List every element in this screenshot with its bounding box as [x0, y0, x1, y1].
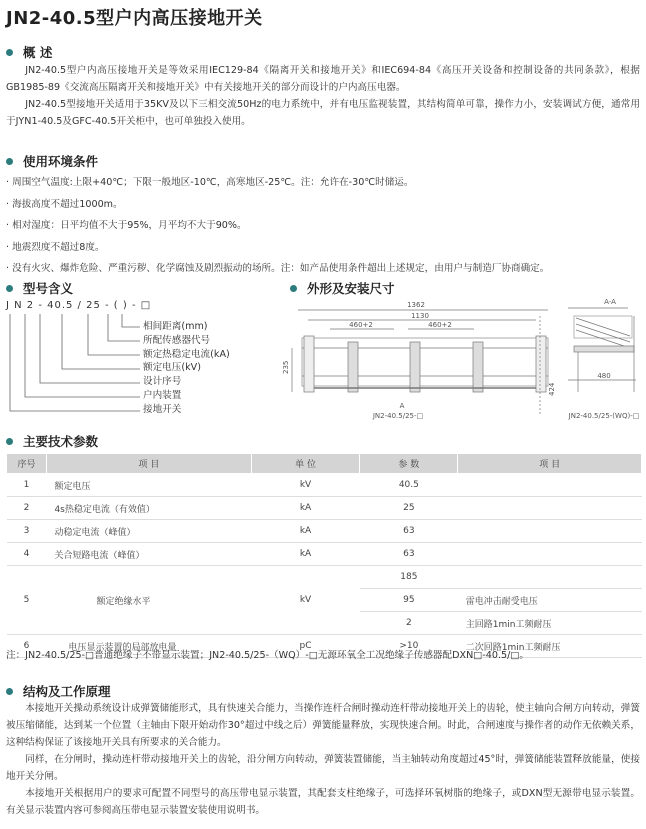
cell-unit: kV — [251, 474, 360, 497]
section-heading-drawing: 外形及安装尺寸 — [290, 279, 395, 297]
column-header: 参 数 — [360, 454, 458, 474]
list-item: · 周围空气温度:上限+40℃；下限一般地区-10℃，高寒地区-25℃。注：允许在-30℃时储运。 — [6, 177, 414, 188]
caption-left: JN2-40.5/25-□ — [372, 412, 424, 420]
table-row — [7, 566, 642, 589]
structure-paragraph: 同样，在分闸时，操动连杆带动接地开关上的齿轮，沿分闸方向转动，弹簧装置储能，当主轴转动角度超过45°时，弹簧储能装置释放能量，使接地开关分闸。 — [6, 754, 640, 782]
section-heading-structure: 结构及工作原理 — [6, 682, 111, 700]
cell-value: 2 — [360, 612, 458, 635]
column-header: 项 目 — [458, 454, 642, 474]
cell-no: 2 — [7, 497, 47, 520]
cell-item: 关合短路电流（峰值） — [46, 543, 251, 566]
cell-extra — [458, 543, 642, 566]
cell-value: 95 — [360, 589, 458, 612]
section-label: A-A — [604, 298, 616, 306]
list-item: · 相对湿度：日平均值不大于95%，月平均不大于90%。 — [6, 220, 247, 231]
cell-no: 4 — [7, 543, 47, 566]
cell-extra: 主回路1min工频耐压 — [458, 612, 642, 635]
table-note: 注：JN2-40.5/25-□普通绝缘子不带显示装置；JN2-40.5/25-（WQ）-□无源环氧全工况绝缘子传感器配DXN□-40.5/□。 — [6, 650, 530, 661]
structure-paragraph: 本接地开关操动系统设计成弹簧储能形式，具有快速关合能力，当操作连杆合闸时操动连杆带动接地开关上的齿轮，使主轴向合闸方向转动，弹簧被压缩储能，达到某一个位置（主轴由下限开始动作30°超过中线之后）弹簧能量释放，实现快速合闸。时此，合闸速度与操作者的动作无依赖关系，这种结构保证了该接地开关具有所要求的关合能力。 — [6, 703, 640, 748]
table-row — [7, 474, 642, 497]
page-title: JN2-40.5型户内高压接地开关 — [6, 8, 263, 29]
cell-value: 40.5 — [360, 474, 458, 497]
cell-value: 63 — [360, 543, 458, 566]
table-row — [7, 543, 642, 566]
cell-value: 185 — [360, 566, 458, 589]
cell-item: 动稳定电流（峰值） — [46, 520, 251, 543]
model-code: J N 2 - 40.5 / 25 - ( ) - □ — [6, 300, 152, 311]
cell-no: 3 — [7, 520, 47, 543]
dim-total: 1362 — [407, 301, 425, 309]
cell-unit: kA — [251, 520, 360, 543]
cell-no: 6 — [7, 635, 47, 658]
cell-extra — [458, 497, 642, 520]
table-row — [7, 497, 642, 520]
cell-extra: 雷电冲击耐受电压 — [458, 589, 642, 612]
bullet-dot-icon — [6, 158, 13, 165]
bullet-dot-icon — [6, 285, 13, 292]
cell-extra — [458, 474, 642, 497]
section-heading-params: 主要技术参数 — [6, 432, 98, 450]
bullet-dot-icon — [290, 285, 297, 292]
model-label: 设计序号 — [143, 376, 182, 388]
cell-extra — [458, 520, 642, 543]
dim-height-right: 424 — [548, 382, 556, 396]
cell-unit: kA — [251, 497, 360, 520]
column-header: 项 目 — [46, 454, 251, 474]
model-label: 额定电压(kV) — [143, 362, 201, 374]
model-label: 接地开关 — [143, 403, 182, 415]
environment-list — [6, 172, 642, 280]
model-label: 户内装置 — [143, 389, 182, 401]
column-header: 单 位 — [251, 454, 360, 474]
outline-drawing — [278, 296, 644, 426]
caption-right: JN2-40.5/25-(WQ)-□ — [568, 412, 640, 420]
section-heading-overview: 概 述 — [6, 43, 52, 61]
cell-item: 电压显示装置的局部放电量 — [46, 635, 251, 658]
model-leader-lines — [0, 300, 150, 420]
dim-depth: 480 — [597, 372, 611, 380]
cell-value: 63 — [360, 520, 458, 543]
model-label: 所配传感器代号 — [143, 334, 211, 346]
spec-table — [6, 453, 642, 658]
section-heading-environment: 使用环境条件 — [6, 152, 98, 170]
bullet-dot-icon — [6, 688, 13, 695]
cell-item: 4s热稳定电流（有效值） — [46, 497, 251, 520]
cell-unit: kA — [251, 543, 360, 566]
cell-extra: 二次回路1min工频耐压 — [458, 635, 642, 658]
cell-unit: kV — [251, 566, 360, 635]
cell-value: >10 — [360, 635, 458, 658]
cell-item: 额定电压 — [46, 474, 251, 497]
model-labels — [143, 320, 230, 417]
cell-no: 1 — [7, 474, 47, 497]
dim-height-left: 235 — [282, 360, 290, 374]
model-label: 额定热稳定电流(kA) — [143, 348, 230, 360]
table-header-row — [7, 454, 642, 474]
list-item: · 海拔高度不超过1000m。 — [6, 198, 123, 210]
cell-no: 5 — [7, 566, 47, 635]
overview-text — [6, 62, 640, 130]
dim-spacing-right: 460+2 — [428, 321, 452, 329]
bullet-dot-icon — [6, 49, 13, 56]
cell-item: 额定绝缘水平 — [46, 566, 251, 635]
overview-paragraph: JN2-40.5型接地开关适用于35KV及以下三相交流50Hz的电力系统中，并有电压监视装置，其结构简单可靠，操作力小，安装调试方便，通常用于JYN1-40.5及GFC-40.5开关柜中，也可单独投入使用。 — [6, 99, 640, 127]
bullet-dot-icon — [6, 438, 13, 445]
structure-text — [6, 700, 640, 819]
cell-unit: pC — [251, 635, 360, 658]
section-heading-model: 型号含义 — [6, 279, 73, 297]
dim-spacing-left: 460+2 — [349, 321, 373, 329]
column-header: 序号 — [7, 454, 47, 474]
cell-value: 25 — [360, 497, 458, 520]
cell-extra — [458, 566, 642, 589]
dim-inner: 1130 — [411, 312, 429, 320]
structure-paragraph: 本接地开关根据用户的要求可配置不同型号的高压带电显示装置，其配套支柱绝缘子，可选择环氧树脂的绝缘子，或DXN型无源带电显示装置。有关显示装置内容可参阅高压带电显示装置安装使用说明书。 — [6, 788, 640, 816]
list-item: · 没有火灾、爆炸危险、严重污秽、化学腐蚀及剧烈振动的场所。注：如产品使用条件超出上述规定，由用户与制造厂协商确定。 — [6, 263, 550, 274]
table-row — [7, 520, 642, 543]
model-label: 相间距离(mm) — [143, 321, 208, 332]
overview-paragraph: JN2-40.5型户内高压接地开关是等效采用IEC129-84《隔离开关和接地开关》和IEC694-84《高压开关设备和控制设备的共同条款》，根据GB1985-89《交流高压隔离开关和接地开关》中有关接地开关的部分而设计的户内高压电器。 — [6, 65, 640, 93]
list-item: · 地震烈度不超过8度。 — [6, 241, 105, 253]
caption-a: A — [399, 402, 405, 410]
